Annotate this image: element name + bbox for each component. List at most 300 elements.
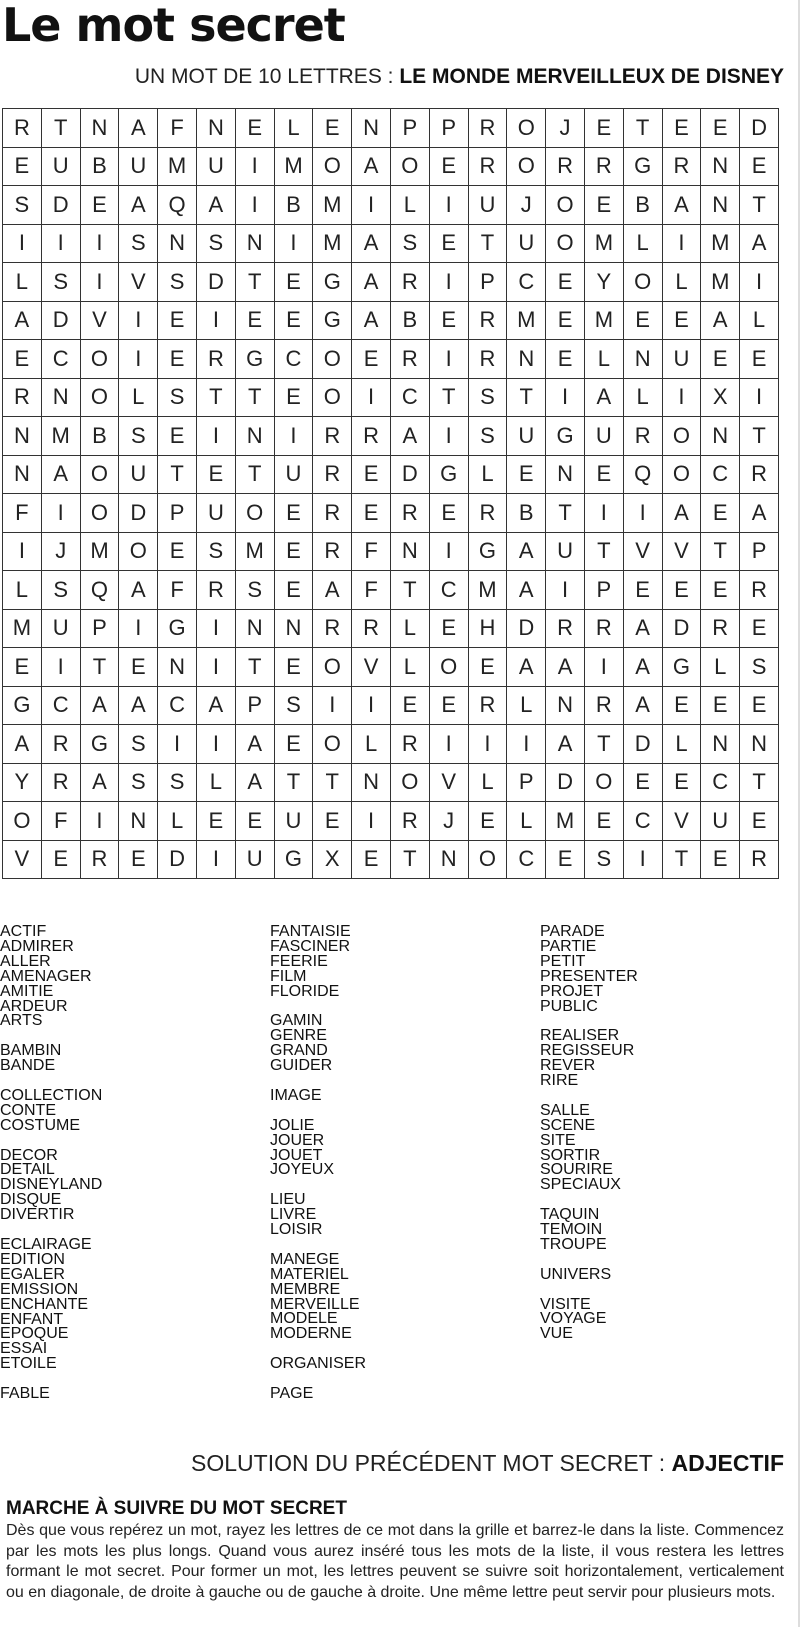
grid-cell[interactable]: I bbox=[196, 840, 235, 879]
grid-cell[interactable]: E bbox=[429, 224, 468, 263]
grid-cell[interactable]: R bbox=[390, 494, 429, 533]
grid-cell[interactable]: U bbox=[701, 802, 740, 841]
grid-cell[interactable]: D bbox=[546, 763, 585, 802]
grid-cell[interactable]: O bbox=[623, 263, 662, 302]
grid-cell[interactable]: M bbox=[584, 301, 623, 340]
grid-cell[interactable]: R bbox=[3, 109, 42, 148]
grid-cell[interactable]: O bbox=[80, 494, 119, 533]
grid-cell[interactable]: E bbox=[701, 109, 740, 148]
grid-cell[interactable]: T bbox=[158, 455, 197, 494]
grid-cell[interactable]: N bbox=[352, 109, 391, 148]
grid-cell[interactable]: V bbox=[623, 532, 662, 571]
grid-cell[interactable]: I bbox=[352, 378, 391, 417]
grid-cell[interactable]: C bbox=[623, 802, 662, 841]
grid-cell[interactable]: B bbox=[623, 186, 662, 225]
grid-cell[interactable]: S bbox=[3, 186, 42, 225]
grid-cell[interactable]: O bbox=[546, 186, 585, 225]
grid-cell[interactable]: D bbox=[623, 725, 662, 764]
grid-cell[interactable]: S bbox=[119, 417, 158, 456]
grid-cell[interactable]: I bbox=[41, 648, 80, 687]
grid-cell[interactable]: J bbox=[546, 109, 585, 148]
grid-cell[interactable]: E bbox=[196, 455, 235, 494]
grid-cell[interactable]: O bbox=[3, 802, 42, 841]
grid-cell[interactable]: N bbox=[546, 455, 585, 494]
grid-cell[interactable]: S bbox=[41, 571, 80, 610]
grid-cell[interactable]: L bbox=[3, 263, 42, 302]
grid-cell[interactable]: O bbox=[584, 763, 623, 802]
grid-cell[interactable]: R bbox=[313, 609, 352, 648]
grid-cell[interactable]: M bbox=[507, 301, 546, 340]
grid-cell[interactable]: R bbox=[468, 147, 507, 186]
grid-cell[interactable]: R bbox=[390, 802, 429, 841]
grid-cell[interactable]: L bbox=[662, 725, 701, 764]
grid-cell[interactable]: L bbox=[623, 224, 662, 263]
grid-cell[interactable]: U bbox=[119, 147, 158, 186]
grid-cell[interactable]: R bbox=[390, 263, 429, 302]
grid-cell[interactable]: M bbox=[3, 609, 42, 648]
grid-cell[interactable]: S bbox=[274, 686, 313, 725]
grid-cell[interactable]: R bbox=[468, 686, 507, 725]
grid-cell[interactable]: I bbox=[196, 417, 235, 456]
grid-cell[interactable]: N bbox=[80, 109, 119, 148]
grid-cell[interactable]: L bbox=[390, 609, 429, 648]
grid-cell[interactable]: I bbox=[740, 378, 779, 417]
grid-cell[interactable]: T bbox=[313, 763, 352, 802]
grid-cell[interactable]: R bbox=[740, 571, 779, 610]
grid-cell[interactable]: C bbox=[41, 686, 80, 725]
grid-cell[interactable]: B bbox=[80, 417, 119, 456]
grid-cell[interactable]: E bbox=[623, 571, 662, 610]
grid-cell[interactable]: F bbox=[158, 109, 197, 148]
grid-cell[interactable]: I bbox=[41, 494, 80, 533]
grid-cell[interactable]: I bbox=[41, 224, 80, 263]
grid-cell[interactable]: O bbox=[80, 378, 119, 417]
grid-cell[interactable]: I bbox=[235, 147, 274, 186]
grid-cell[interactable]: E bbox=[546, 263, 585, 302]
grid-cell[interactable]: I bbox=[274, 417, 313, 456]
grid-cell[interactable]: S bbox=[196, 532, 235, 571]
grid-cell[interactable]: A bbox=[623, 609, 662, 648]
grid-cell[interactable]: P bbox=[390, 109, 429, 148]
grid-cell[interactable]: E bbox=[701, 571, 740, 610]
grid-cell[interactable]: L bbox=[352, 725, 391, 764]
grid-cell[interactable]: E bbox=[119, 648, 158, 687]
grid-cell[interactable]: N bbox=[701, 725, 740, 764]
grid-cell[interactable]: I bbox=[584, 648, 623, 687]
grid-cell[interactable]: E bbox=[352, 340, 391, 379]
grid-cell[interactable]: R bbox=[546, 609, 585, 648]
grid-cell[interactable]: N bbox=[235, 609, 274, 648]
grid-cell[interactable]: N bbox=[390, 532, 429, 571]
grid-cell[interactable]: U bbox=[274, 455, 313, 494]
grid-cell[interactable]: N bbox=[507, 340, 546, 379]
grid-cell[interactable]: E bbox=[274, 571, 313, 610]
grid-cell[interactable]: R bbox=[584, 609, 623, 648]
grid-cell[interactable]: C bbox=[158, 686, 197, 725]
grid-cell[interactable]: T bbox=[507, 378, 546, 417]
grid-cell[interactable]: E bbox=[662, 571, 701, 610]
grid-cell[interactable]: U bbox=[546, 532, 585, 571]
grid-cell[interactable]: E bbox=[623, 301, 662, 340]
grid-cell[interactable]: E bbox=[468, 802, 507, 841]
grid-cell[interactable]: R bbox=[41, 725, 80, 764]
grid-cell[interactable]: I bbox=[429, 725, 468, 764]
grid-cell[interactable]: I bbox=[584, 494, 623, 533]
grid-cell[interactable]: L bbox=[623, 378, 662, 417]
grid-cell[interactable]: P bbox=[468, 263, 507, 302]
grid-cell[interactable]: A bbox=[352, 301, 391, 340]
grid-cell[interactable]: D bbox=[662, 609, 701, 648]
grid-cell[interactable]: E bbox=[158, 301, 197, 340]
grid-cell[interactable]: A bbox=[41, 455, 80, 494]
grid-cell[interactable]: D bbox=[390, 455, 429, 494]
grid-cell[interactable]: U bbox=[507, 224, 546, 263]
grid-cell[interactable]: V bbox=[80, 301, 119, 340]
grid-cell[interactable]: H bbox=[468, 609, 507, 648]
grid-cell[interactable]: E bbox=[740, 802, 779, 841]
grid-cell[interactable]: E bbox=[623, 763, 662, 802]
grid-cell[interactable]: E bbox=[701, 340, 740, 379]
grid-cell[interactable]: S bbox=[584, 840, 623, 879]
grid-cell[interactable]: G bbox=[546, 417, 585, 456]
grid-cell[interactable]: A bbox=[662, 186, 701, 225]
grid-cell[interactable]: C bbox=[390, 378, 429, 417]
grid-cell[interactable]: Q bbox=[80, 571, 119, 610]
grid-cell[interactable]: R bbox=[3, 378, 42, 417]
grid-cell[interactable]: I bbox=[235, 186, 274, 225]
grid-cell[interactable]: T bbox=[390, 571, 429, 610]
grid-cell[interactable]: N bbox=[274, 609, 313, 648]
grid-cell[interactable]: J bbox=[429, 802, 468, 841]
grid-cell[interactable]: D bbox=[740, 109, 779, 148]
grid-cell[interactable]: E bbox=[390, 686, 429, 725]
grid-cell[interactable]: G bbox=[662, 648, 701, 687]
grid-cell[interactable]: N bbox=[701, 186, 740, 225]
grid-cell[interactable]: A bbox=[507, 571, 546, 610]
grid-cell[interactable]: B bbox=[507, 494, 546, 533]
grid-cell[interactable]: A bbox=[119, 686, 158, 725]
grid-cell[interactable]: E bbox=[740, 147, 779, 186]
grid-cell[interactable]: T bbox=[740, 417, 779, 456]
grid-cell[interactable]: R bbox=[313, 455, 352, 494]
grid-cell[interactable]: T bbox=[196, 378, 235, 417]
grid-cell[interactable]: U bbox=[274, 802, 313, 841]
grid-cell[interactable]: E bbox=[584, 802, 623, 841]
grid-cell[interactable]: O bbox=[313, 340, 352, 379]
grid-cell[interactable]: U bbox=[41, 147, 80, 186]
grid-cell[interactable]: U bbox=[235, 840, 274, 879]
grid-cell[interactable]: N bbox=[546, 686, 585, 725]
grid-cell[interactable]: O bbox=[507, 147, 546, 186]
grid-cell[interactable]: E bbox=[352, 455, 391, 494]
grid-cell[interactable]: M bbox=[313, 224, 352, 263]
grid-cell[interactable]: L bbox=[274, 109, 313, 148]
grid-cell[interactable]: R bbox=[701, 609, 740, 648]
grid-cell[interactable]: R bbox=[41, 763, 80, 802]
grid-cell[interactable]: E bbox=[546, 340, 585, 379]
grid-cell[interactable]: I bbox=[429, 532, 468, 571]
grid-cell[interactable]: S bbox=[158, 263, 197, 302]
grid-cell[interactable]: E bbox=[41, 840, 80, 879]
grid-cell[interactable]: U bbox=[584, 417, 623, 456]
grid-cell[interactable]: O bbox=[662, 455, 701, 494]
grid-cell[interactable]: G bbox=[468, 532, 507, 571]
grid-cell[interactable]: C bbox=[701, 455, 740, 494]
grid-cell[interactable]: I bbox=[313, 686, 352, 725]
grid-cell[interactable]: I bbox=[429, 263, 468, 302]
grid-cell[interactable]: L bbox=[158, 802, 197, 841]
grid-cell[interactable]: O bbox=[80, 455, 119, 494]
grid-cell[interactable]: I bbox=[352, 802, 391, 841]
grid-cell[interactable]: V bbox=[662, 802, 701, 841]
grid-cell[interactable]: E bbox=[584, 455, 623, 494]
grid-cell[interactable]: R bbox=[584, 686, 623, 725]
grid-cell[interactable]: D bbox=[41, 301, 80, 340]
grid-cell[interactable]: R bbox=[313, 417, 352, 456]
grid-cell[interactable]: E bbox=[274, 725, 313, 764]
grid-cell[interactable]: E bbox=[701, 686, 740, 725]
grid-cell[interactable]: A bbox=[352, 147, 391, 186]
grid-cell[interactable]: S bbox=[158, 378, 197, 417]
grid-cell[interactable]: I bbox=[507, 725, 546, 764]
grid-cell[interactable]: I bbox=[546, 378, 585, 417]
grid-cell[interactable]: G bbox=[235, 340, 274, 379]
grid-cell[interactable]: A bbox=[80, 763, 119, 802]
grid-cell[interactable]: T bbox=[740, 763, 779, 802]
grid-cell[interactable]: N bbox=[196, 109, 235, 148]
grid-cell[interactable]: D bbox=[119, 494, 158, 533]
grid-cell[interactable]: A bbox=[740, 494, 779, 533]
grid-cell[interactable]: A bbox=[701, 301, 740, 340]
grid-cell[interactable]: T bbox=[623, 109, 662, 148]
grid-cell[interactable]: R bbox=[468, 109, 507, 148]
grid-cell[interactable]: L bbox=[584, 340, 623, 379]
grid-cell[interactable]: U bbox=[662, 340, 701, 379]
grid-cell[interactable]: I bbox=[429, 417, 468, 456]
grid-cell[interactable]: A bbox=[313, 571, 352, 610]
grid-cell[interactable]: T bbox=[468, 224, 507, 263]
grid-cell[interactable]: R bbox=[546, 147, 585, 186]
grid-cell[interactable]: S bbox=[468, 378, 507, 417]
grid-cell[interactable]: S bbox=[119, 224, 158, 263]
grid-cell[interactable]: P bbox=[235, 686, 274, 725]
grid-cell[interactable]: M bbox=[468, 571, 507, 610]
grid-cell[interactable]: S bbox=[196, 224, 235, 263]
grid-cell[interactable]: I bbox=[196, 609, 235, 648]
grid-cell[interactable]: F bbox=[158, 571, 197, 610]
grid-cell[interactable]: M bbox=[701, 224, 740, 263]
grid-cell[interactable]: V bbox=[119, 263, 158, 302]
grid-cell[interactable]: A bbox=[119, 186, 158, 225]
grid-cell[interactable]: A bbox=[740, 224, 779, 263]
grid-cell[interactable]: T bbox=[235, 455, 274, 494]
grid-cell[interactable]: E bbox=[352, 840, 391, 879]
grid-cell[interactable]: R bbox=[390, 725, 429, 764]
grid-cell[interactable]: Y bbox=[584, 263, 623, 302]
grid-cell[interactable]: R bbox=[740, 455, 779, 494]
grid-cell[interactable]: S bbox=[158, 763, 197, 802]
grid-cell[interactable]: I bbox=[119, 340, 158, 379]
grid-cell[interactable]: J bbox=[507, 186, 546, 225]
grid-cell[interactable]: T bbox=[390, 840, 429, 879]
grid-cell[interactable]: D bbox=[158, 840, 197, 879]
grid-cell[interactable]: I bbox=[80, 263, 119, 302]
grid-cell[interactable]: E bbox=[507, 455, 546, 494]
grid-cell[interactable]: C bbox=[507, 263, 546, 302]
grid-cell[interactable]: C bbox=[507, 840, 546, 879]
grid-cell[interactable]: M bbox=[158, 147, 197, 186]
grid-cell[interactable]: A bbox=[235, 763, 274, 802]
grid-cell[interactable]: Y bbox=[3, 763, 42, 802]
grid-cell[interactable]: I bbox=[80, 224, 119, 263]
grid-cell[interactable]: U bbox=[41, 609, 80, 648]
grid-cell[interactable]: E bbox=[158, 417, 197, 456]
grid-cell[interactable]: A bbox=[80, 686, 119, 725]
grid-cell[interactable]: N bbox=[701, 147, 740, 186]
grid-cell[interactable]: A bbox=[196, 186, 235, 225]
grid-cell[interactable]: E bbox=[584, 186, 623, 225]
grid-cell[interactable]: N bbox=[235, 417, 274, 456]
grid-cell[interactable]: E bbox=[546, 301, 585, 340]
grid-cell[interactable]: E bbox=[429, 147, 468, 186]
grid-cell[interactable]: O bbox=[80, 340, 119, 379]
grid-cell[interactable]: R bbox=[352, 417, 391, 456]
grid-cell[interactable]: O bbox=[235, 494, 274, 533]
grid-cell[interactable]: T bbox=[80, 648, 119, 687]
grid-cell[interactable]: E bbox=[274, 301, 313, 340]
grid-cell[interactable]: L bbox=[701, 648, 740, 687]
grid-cell[interactable]: R bbox=[80, 840, 119, 879]
grid-cell[interactable]: R bbox=[623, 417, 662, 456]
grid-cell[interactable]: A bbox=[507, 648, 546, 687]
grid-cell[interactable]: M bbox=[80, 532, 119, 571]
grid-cell[interactable]: A bbox=[662, 494, 701, 533]
grid-cell[interactable]: A bbox=[623, 648, 662, 687]
grid-cell[interactable]: B bbox=[80, 147, 119, 186]
grid-cell[interactable]: I bbox=[623, 840, 662, 879]
grid-cell[interactable]: F bbox=[3, 494, 42, 533]
grid-cell[interactable]: O bbox=[390, 147, 429, 186]
grid-cell[interactable]: I bbox=[274, 224, 313, 263]
grid-cell[interactable]: E bbox=[3, 648, 42, 687]
grid-cell[interactable]: R bbox=[313, 494, 352, 533]
grid-cell[interactable]: E bbox=[740, 609, 779, 648]
grid-cell[interactable]: E bbox=[584, 109, 623, 148]
grid-cell[interactable]: P bbox=[80, 609, 119, 648]
grid-cell[interactable]: I bbox=[352, 686, 391, 725]
grid-cell[interactable]: E bbox=[662, 686, 701, 725]
grid-cell[interactable]: S bbox=[119, 725, 158, 764]
grid-cell[interactable]: U bbox=[196, 147, 235, 186]
grid-cell[interactable]: V bbox=[429, 763, 468, 802]
grid-cell[interactable]: V bbox=[3, 840, 42, 879]
grid-cell[interactable]: R bbox=[584, 147, 623, 186]
grid-cell[interactable]: R bbox=[662, 147, 701, 186]
grid-cell[interactable]: C bbox=[41, 340, 80, 379]
grid-cell[interactable]: G bbox=[313, 301, 352, 340]
grid-cell[interactable]: N bbox=[429, 840, 468, 879]
grid-cell[interactable]: R bbox=[468, 301, 507, 340]
grid-cell[interactable]: R bbox=[390, 340, 429, 379]
grid-cell[interactable]: I bbox=[119, 609, 158, 648]
grid-cell[interactable]: T bbox=[584, 532, 623, 571]
grid-cell[interactable]: N bbox=[158, 648, 197, 687]
grid-cell[interactable]: T bbox=[274, 763, 313, 802]
grid-cell[interactable]: I bbox=[196, 301, 235, 340]
grid-cell[interactable]: O bbox=[468, 840, 507, 879]
grid-cell[interactable]: P bbox=[429, 109, 468, 148]
grid-cell[interactable]: I bbox=[546, 571, 585, 610]
grid-cell[interactable]: I bbox=[468, 725, 507, 764]
grid-cell[interactable]: S bbox=[119, 763, 158, 802]
grid-cell[interactable]: F bbox=[352, 532, 391, 571]
grid-cell[interactable]: E bbox=[468, 648, 507, 687]
grid-cell[interactable]: U bbox=[196, 494, 235, 533]
grid-cell[interactable]: I bbox=[3, 224, 42, 263]
grid-cell[interactable]: A bbox=[235, 725, 274, 764]
grid-cell[interactable]: E bbox=[158, 340, 197, 379]
grid-cell[interactable]: O bbox=[390, 763, 429, 802]
grid-cell[interactable]: A bbox=[390, 417, 429, 456]
grid-cell[interactable]: E bbox=[274, 648, 313, 687]
grid-cell[interactable]: N bbox=[740, 725, 779, 764]
grid-cell[interactable]: S bbox=[740, 648, 779, 687]
grid-cell[interactable]: M bbox=[546, 802, 585, 841]
grid-cell[interactable]: E bbox=[429, 494, 468, 533]
grid-cell[interactable]: L bbox=[196, 763, 235, 802]
grid-cell[interactable]: N bbox=[623, 340, 662, 379]
grid-cell[interactable]: A bbox=[584, 378, 623, 417]
grid-cell[interactable]: E bbox=[80, 186, 119, 225]
grid-cell[interactable]: R bbox=[740, 840, 779, 879]
grid-cell[interactable]: R bbox=[313, 532, 352, 571]
grid-cell[interactable]: I bbox=[623, 494, 662, 533]
grid-cell[interactable]: Q bbox=[623, 455, 662, 494]
grid-cell[interactable]: E bbox=[313, 109, 352, 148]
grid-cell[interactable]: O bbox=[313, 147, 352, 186]
grid-cell[interactable]: L bbox=[119, 378, 158, 417]
grid-cell[interactable]: P bbox=[740, 532, 779, 571]
grid-cell[interactable]: F bbox=[352, 571, 391, 610]
grid-cell[interactable]: O bbox=[429, 648, 468, 687]
grid-cell[interactable]: G bbox=[623, 147, 662, 186]
grid-cell[interactable]: L bbox=[740, 301, 779, 340]
grid-cell[interactable]: F bbox=[41, 802, 80, 841]
grid-cell[interactable]: L bbox=[390, 648, 429, 687]
grid-cell[interactable]: C bbox=[429, 571, 468, 610]
grid-cell[interactable]: T bbox=[235, 263, 274, 302]
grid-cell[interactable]: C bbox=[274, 340, 313, 379]
grid-cell[interactable]: E bbox=[235, 109, 274, 148]
grid-cell[interactable]: A bbox=[352, 263, 391, 302]
grid-cell[interactable]: I bbox=[429, 186, 468, 225]
grid-cell[interactable]: P bbox=[507, 763, 546, 802]
grid-cell[interactable]: N bbox=[119, 802, 158, 841]
grid-cell[interactable]: S bbox=[41, 263, 80, 302]
grid-cell[interactable]: T bbox=[740, 186, 779, 225]
grid-cell[interactable]: B bbox=[390, 301, 429, 340]
grid-cell[interactable]: A bbox=[3, 301, 42, 340]
grid-cell[interactable]: O bbox=[313, 648, 352, 687]
grid-cell[interactable]: L bbox=[468, 455, 507, 494]
grid-cell[interactable]: A bbox=[119, 571, 158, 610]
grid-cell[interactable]: A bbox=[507, 532, 546, 571]
grid-cell[interactable]: T bbox=[429, 378, 468, 417]
grid-cell[interactable]: V bbox=[662, 532, 701, 571]
grid-cell[interactable]: A bbox=[352, 224, 391, 263]
grid-cell[interactable]: G bbox=[158, 609, 197, 648]
grid-cell[interactable]: E bbox=[119, 840, 158, 879]
